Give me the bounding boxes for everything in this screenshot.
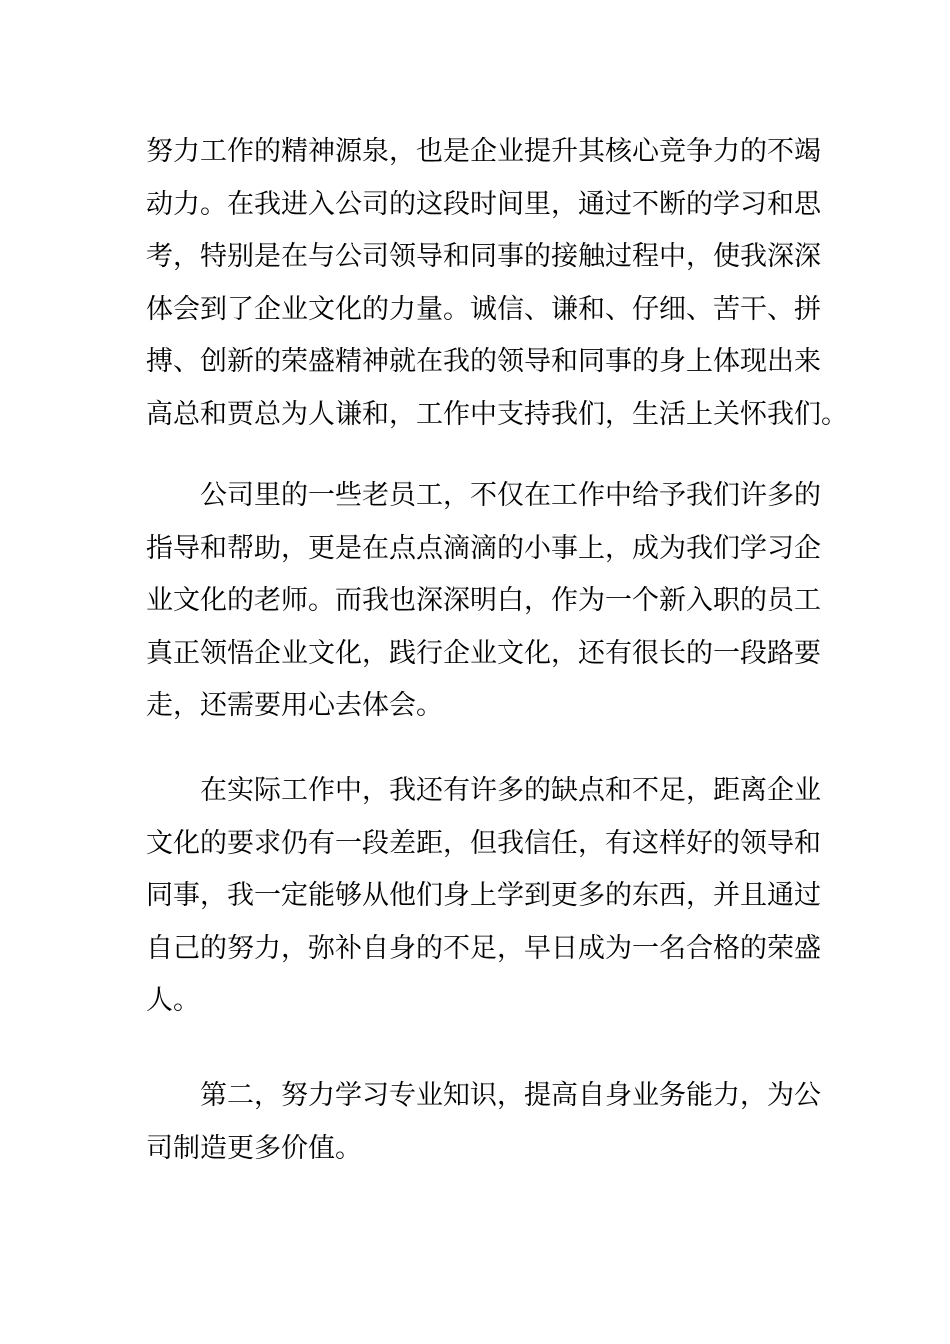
text-line: 真正领悟企业文化，践行企业文化，还有很长的一段路要 — [146, 637, 821, 669]
text-line: 努力工作的精神源泉，也是企业提升其核心竞争力的不竭 — [146, 136, 821, 167]
text-line: 体会到了企业文化的力量。诚信、谦和、仔细、苦干、拼 — [146, 293, 821, 325]
text-line: 自己的努力，弥补自身的不足，早日成为一名合格的荣盛 — [146, 932, 821, 964]
text-line: 文化的要求仍有一段差距，但我信任，有这样好的领导和 — [146, 827, 821, 859]
paragraph-3 — [146, 765, 821, 1028]
text-line: 走，还需要用心去体会。 — [146, 690, 443, 721]
text-line: 高总和贾总为人谦和，工作中支持我们，生活上关怀我们。 — [146, 398, 848, 430]
text-line: 在实际工作中，我还有许多的缺点和不足，距离企业 — [200, 775, 821, 806]
text-line: 公司里的一些老员工，不仅在工作中给予我们许多的 — [200, 480, 821, 511]
text-line: 第二，努力学习专业知识，提高自身业务能力，为公 — [200, 1080, 821, 1111]
text-line: 同事，我一定能够从他们身上学到更多的东西，并且通过 — [146, 880, 821, 911]
text-line: 指导和帮助，更是在点点滴滴的小事上，成为我们学习企 — [146, 532, 821, 564]
paragraph-4 — [146, 1070, 821, 1175]
paragraph-1 — [146, 126, 848, 441]
text-line: 司制造更多价值。 — [146, 1132, 362, 1164]
text-line: 搏、创新的荣盛精神就在我的领导和同事的身上体现出来 — [146, 346, 821, 377]
paragraph-2 — [146, 470, 821, 733]
text-line: 人。 — [146, 985, 200, 1016]
text-line: 考，特别是在与公司领导和同事的接触过程中，使我深深 — [146, 241, 821, 272]
text-line: 动力。在我进入公司的这段时间里，通过不断的学习和思 — [146, 188, 821, 220]
text-line: 业文化的老师。而我也深深明白，作为一个新入职的员工 — [146, 585, 821, 616]
